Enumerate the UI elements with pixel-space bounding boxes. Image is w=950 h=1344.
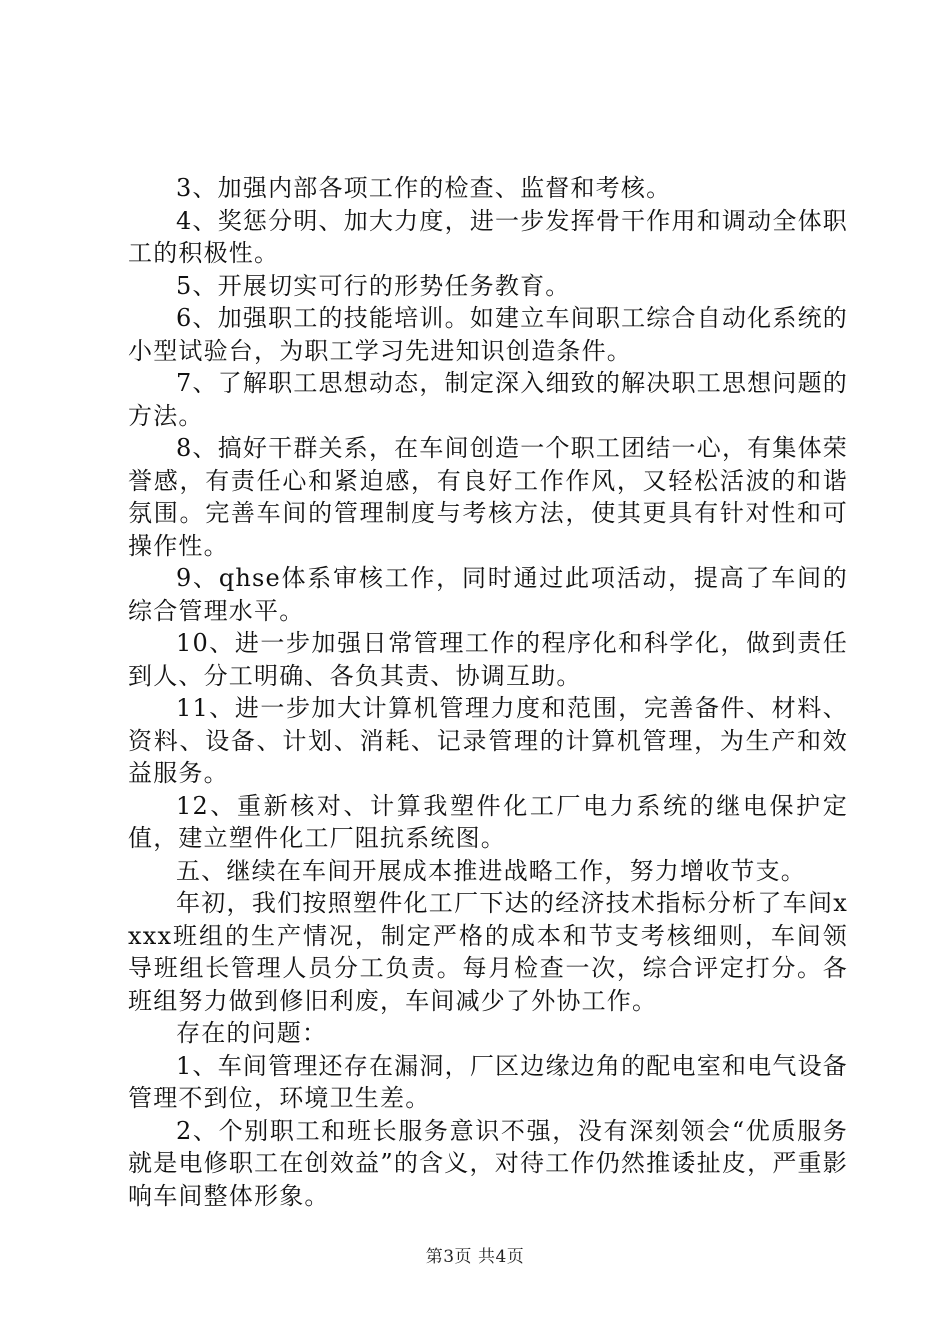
paragraph-item-10: 10、进一步加强日常管理工作的程序化和科学化，做到责任到人、分工明确、各负其责、协调互助。 xyxy=(128,629,848,690)
section-heading-5: 五、继续在车间开展成本推进战略工作，努力增收节支。 xyxy=(176,856,806,885)
paragraph-item-8: 8、搞好干群关系，在车间创造一个职工团结一心，有集体荣誉感，有责任心和紧迫感，有良好工作作风，又轻松活波的和谐氛围。完善车间的管理制度与考核方法，使其更具有针对性和可操作性。 xyxy=(128,434,848,560)
paragraph-item-11: 11、进一步加大计算机管理力度和范围，完善备件、材料、资料、设备、计划、消耗、记录管理的计算机管理，为生产和效益服务。 xyxy=(128,694,848,787)
problem-item-2: 2、个别职工和班长服务意识不强，没有深刻领会“优质服务就是电修职工在创效益”的含义，对待工作仍然推诿扯皮，严重影响车间整体形象。 xyxy=(128,1116,848,1210)
paragraph-item-7: 7、了解职工思想动态，制定深入细致的解决职工思想问题的方法。 xyxy=(128,369,848,430)
paragraph-item-3: 3、加强内部各项工作的检查、监督和考核。 xyxy=(176,174,672,202)
page-number-footer: 第3页 共4页 xyxy=(425,1247,525,1267)
paragraph-item-12: 12、重新核对、计算我塑件化工厂电力系统的继电保护定值，建立塑件化工厂阻抗系统图。 xyxy=(128,791,848,852)
paragraph-item-4: 4、奖惩分明、加大力度，进一步发挥骨干作用和调动全体职工的积极性。 xyxy=(128,206,848,267)
paragraph-item-5: 5、开展切实可行的形势任务教育。 xyxy=(176,271,571,300)
problems-heading: 存在的问题： xyxy=(176,1019,328,1047)
document-body xyxy=(128,172,848,1212)
paragraph-item-9: 9、qhse体系审核工作，同时通过此项活动，提高了车间的综合管理水平。 xyxy=(128,564,848,625)
problem-item-1: 1、车间管理还存在漏洞，厂区边缘边角的配电室和电气设备管理不到位，环境卫生差。 xyxy=(128,1051,848,1112)
paragraph-item-6: 6、加强职工的技能培训。如建立车间职工综合自动化系统的小型试验台，为职工学习先进知识创造条件。 xyxy=(128,304,848,365)
paragraph-year-start: 年初，我们按照塑件化工厂下达的经济技术指标分析了车间xxxx班组的生产情况，制定严格的成本和节支考核细则，车间领导班组长管理人员分工负责。每月检查一次，综合评定打分。各班组努力做到修旧利废，车间减少了外协工作。 xyxy=(128,889,848,1015)
